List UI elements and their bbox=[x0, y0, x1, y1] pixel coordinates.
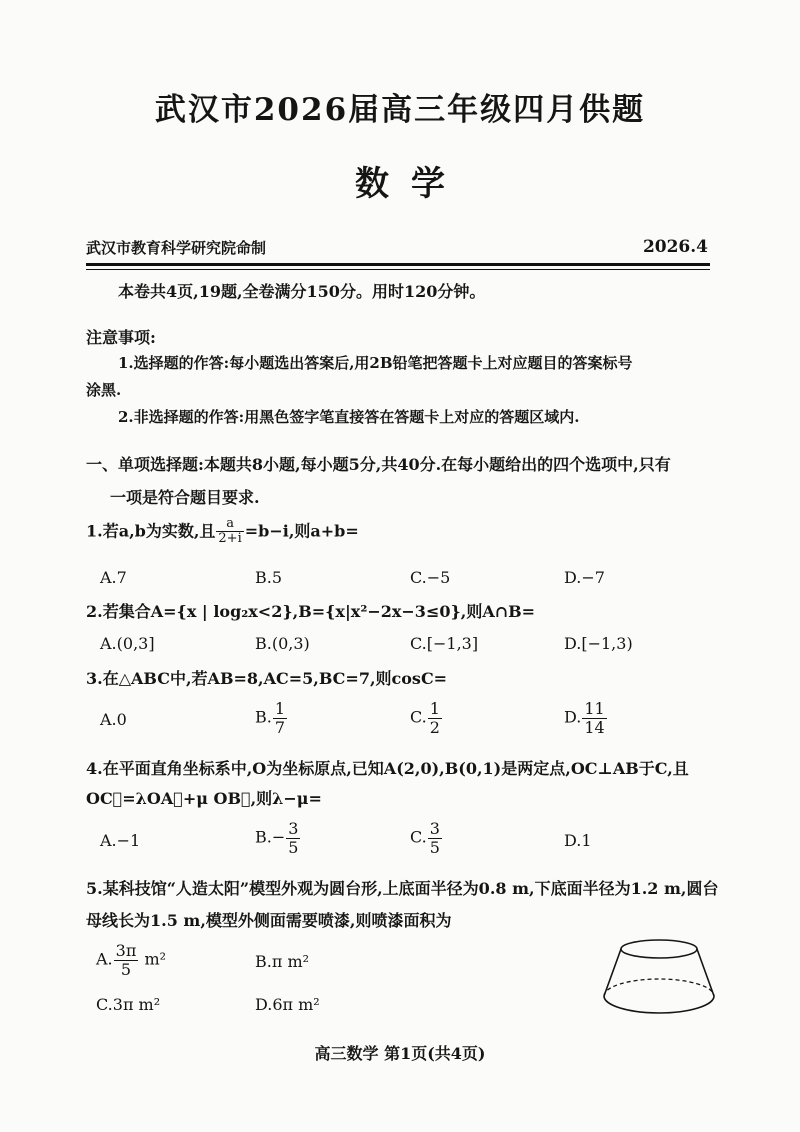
header-rule-thin bbox=[86, 269, 710, 270]
subject-title: 数学 bbox=[355, 164, 467, 204]
header-rule-thick bbox=[86, 263, 710, 266]
q5-a-num: 3π bbox=[115, 941, 137, 960]
q3-c-fraction bbox=[428, 700, 442, 736]
q4-option-b bbox=[255, 820, 301, 856]
q5-option-a bbox=[96, 942, 166, 978]
frustum-figure bbox=[598, 932, 720, 1024]
q3-c-label: C. bbox=[410, 707, 427, 727]
q5-option-b: B.π m² bbox=[255, 952, 310, 971]
question-4-stem: 4.在平面直角坐标系中,O为坐标原点,已知A(2,0),B(0,1)是两定点,OC⊥AB于C,且 bbox=[86, 759, 689, 778]
question-5-stem: 5.某科技馆“人造太阳”模型外观为圆台形,上底面半径为0.8 m,下底面半径为1.2 m,圆台 bbox=[86, 879, 719, 898]
q4-c-label: C. bbox=[410, 827, 427, 847]
section-heading: 一、单项选择题:本题共8小题,每小题5分,共40分.在每小题给出的四个选项中,只有 bbox=[86, 455, 671, 474]
notes-item-2: 2.非选择题的作答:用黑色签字笔直接答在答题卡上对应的答题区域内. bbox=[118, 408, 580, 426]
question-5-stem-cont: 母线长为1.5 m,模型外侧面需要喷漆,则喷漆面积为 bbox=[86, 911, 452, 930]
q1-frac-den: 2+i bbox=[218, 531, 242, 547]
q4-c-den: 5 bbox=[429, 837, 440, 857]
q5-a-label: A. bbox=[96, 949, 113, 969]
q2-option-a: A.(0,3] bbox=[100, 634, 155, 653]
q4-b-den: 5 bbox=[288, 837, 299, 857]
question-2-stem: 2.若集合A={x | log₂x<2},B={x|x²−2x−3≤0},则A∩B= bbox=[86, 602, 536, 621]
notes-item-1-cont: 涂黑. bbox=[86, 381, 122, 399]
q4-option-a: A.−1 bbox=[100, 831, 141, 850]
q5-a-unit: m² bbox=[144, 949, 167, 969]
q2-option-d: D.[−1,3) bbox=[564, 634, 633, 653]
q4-option-d: D.1 bbox=[564, 831, 592, 850]
question-4-stem-cont: OC⃗=λOA⃗+μ OB⃗,则λ−μ= bbox=[86, 789, 322, 808]
q3-option-c bbox=[410, 700, 443, 736]
q1-option-b: B.5 bbox=[255, 568, 283, 587]
q3-b-label: B. bbox=[255, 707, 272, 727]
q3-b-num: 1 bbox=[274, 699, 286, 718]
q3-b-den: 7 bbox=[274, 717, 286, 737]
q3-d-den: 14 bbox=[584, 717, 605, 737]
q3-d-fraction bbox=[582, 700, 606, 736]
q3-d-num: 11 bbox=[584, 699, 605, 718]
notes-item-1: 1.选择题的作答:每小题选出答案后,用2B铅笔把答题卡上对应题目的答案标号 bbox=[118, 354, 633, 372]
q5-a-den: 5 bbox=[120, 959, 132, 979]
q3-option-a: A.0 bbox=[100, 710, 127, 729]
issuing-organization: 武汉市教育科学研究院命制 bbox=[86, 239, 267, 257]
exam-intro: 本卷共4页,19题,全卷满分150分。用时120分钟。 bbox=[118, 282, 486, 301]
q4-c-fraction bbox=[428, 820, 442, 856]
exam-title: 武汉市2026届高三年级四月供题 bbox=[154, 92, 646, 128]
q3-c-den: 2 bbox=[429, 717, 440, 737]
question-1-stem bbox=[86, 517, 359, 547]
section-heading-cont: 一项是符合题目要求. bbox=[110, 488, 260, 507]
q2-option-b: B.(0,3) bbox=[255, 634, 310, 653]
notes-heading: 注意事项: bbox=[86, 328, 156, 347]
q1-option-d: D.−7 bbox=[564, 568, 605, 587]
q3-b-fraction bbox=[273, 700, 287, 736]
q3-c-num: 1 bbox=[429, 699, 440, 718]
q1-option-c: C.−5 bbox=[410, 568, 451, 587]
q4-option-c bbox=[410, 820, 443, 856]
q5-option-d: D.6π m² bbox=[255, 995, 320, 1014]
q1-frac-num: a bbox=[216, 517, 243, 532]
question-3-stem: 3.在△ABC中,若AB=8,AC=5,BC=7,则cosC= bbox=[86, 669, 448, 688]
q4-b-num: 3 bbox=[288, 819, 299, 838]
q4-b-fraction bbox=[286, 820, 300, 856]
q3-option-b bbox=[255, 700, 288, 736]
q5-a-fraction bbox=[114, 942, 139, 978]
q3-d-label: D. bbox=[564, 707, 582, 727]
q1-option-a: A.7 bbox=[100, 568, 127, 587]
q4-b-label: B.− bbox=[255, 827, 286, 847]
q5-option-c: C.3π m² bbox=[96, 995, 161, 1014]
q1-fraction bbox=[216, 517, 243, 547]
exam-date: 2026.4 bbox=[642, 237, 708, 257]
page-footer: 高三数学 第1页(共4页) bbox=[314, 1044, 486, 1063]
q1-pre: 1.若a,b为实数,且 bbox=[86, 521, 216, 541]
q1-post: =b−i,则a+b= bbox=[244, 521, 359, 541]
q4-c-num: 3 bbox=[429, 819, 440, 838]
q2-option-c: C.[−1,3] bbox=[410, 634, 479, 653]
q3-option-d bbox=[564, 700, 608, 736]
